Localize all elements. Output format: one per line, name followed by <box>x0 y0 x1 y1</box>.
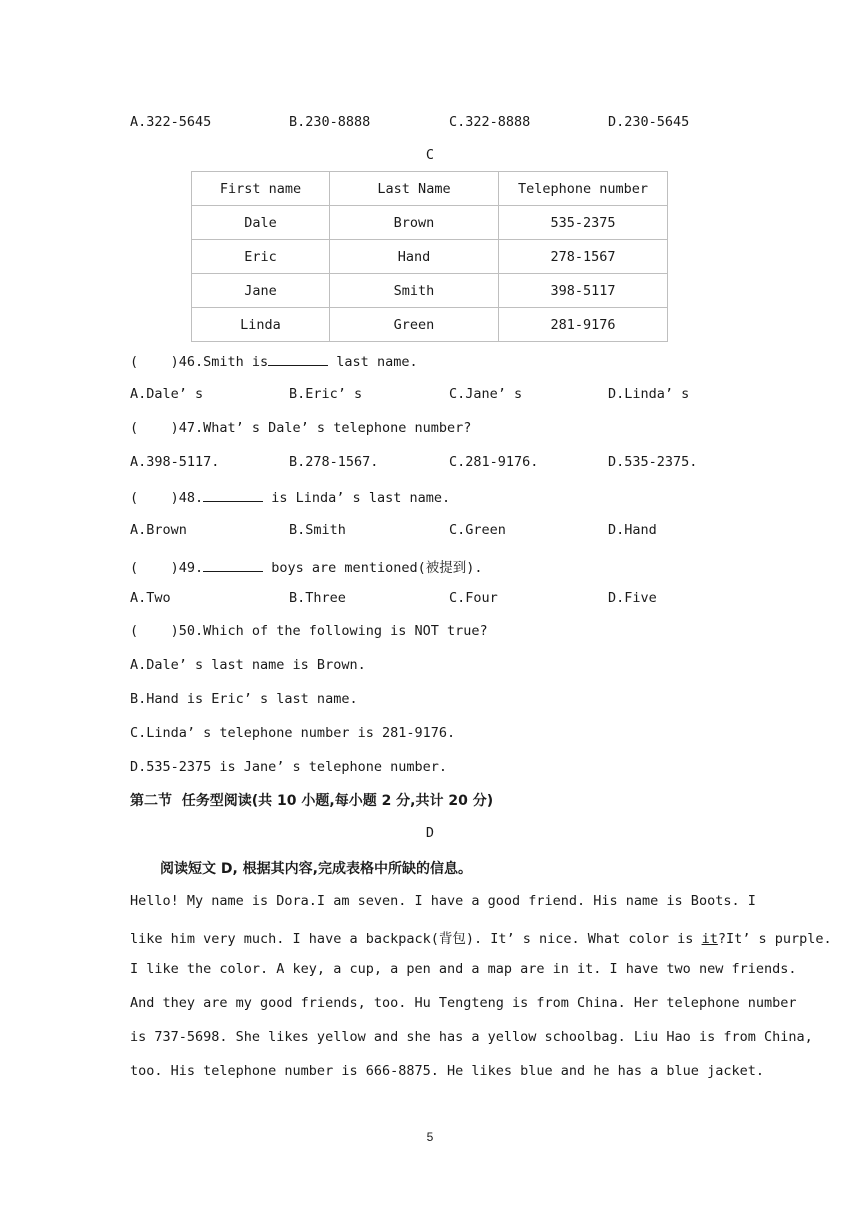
option-a: A.Brown <box>130 522 187 538</box>
passage-d-label: D <box>425 825 435 841</box>
question-text-suffix: is Linda’ s last name. <box>263 490 451 506</box>
q46-options <box>130 386 750 406</box>
table-cell: 398-5117 <box>499 274 668 308</box>
section-heading: 第二节 任务型阅读(共 10 小题,每小题 2 分,共计 20 分) <box>130 793 494 809</box>
question-text: ( )48. <box>130 490 204 506</box>
q49-options <box>130 590 750 610</box>
table-cell: Eric <box>192 240 330 274</box>
instruction: 阅读短文 D, 根据其内容,完成表格中所缺的信息。 <box>160 861 473 877</box>
option-d: D.535-2375 is Jane’ s telephone number. <box>130 759 447 775</box>
passage-line: I like the color. A key, a cup, a pen and a map are in it. I have two new friends. <box>130 961 797 977</box>
table-cell: Green <box>330 308 499 342</box>
table-header-row <box>192 172 668 206</box>
question-48 <box>130 488 450 506</box>
answer-blank <box>268 352 328 366</box>
table-cell: 535-2375 <box>499 206 668 240</box>
table-cell: Brown <box>330 206 499 240</box>
passage-text: like him very much. I have a backpack(背包). It’ s nice. What color is <box>130 931 702 947</box>
table-header: First name <box>192 172 330 206</box>
underlined-word: it <box>701 931 718 947</box>
passage-line <box>130 927 832 947</box>
table-header: Telephone number <box>499 172 668 206</box>
question-47: ( )47.What’ s Dale’ s telephone number? <box>130 420 472 436</box>
option-a: A.Dale’ s last name is Brown. <box>130 657 366 673</box>
question-49 <box>130 556 482 576</box>
option-b: B.Smith <box>289 522 346 538</box>
option-a: A.Dale’ s <box>130 386 204 402</box>
table-cell: Hand <box>330 240 499 274</box>
table-cell: Smith <box>330 274 499 308</box>
table-cell: 278-1567 <box>499 240 668 274</box>
question-text: ( )46.Smith is <box>130 354 269 370</box>
passage-line: Hello! My name is Dora.I am seven. I have a good friend. His name is Boots. I <box>130 893 756 909</box>
option-b: B.230-8888 <box>289 114 371 130</box>
table-cell: Jane <box>192 274 330 308</box>
option-b: B.Hand is Eric’ s last name. <box>130 691 358 707</box>
passage-line: too. His telephone number is 666-8875. He likes blue and he has a blue jacket. <box>130 1063 764 1079</box>
option-d: D.Hand <box>608 522 657 538</box>
table-row <box>192 206 668 240</box>
table-header: Last Name <box>330 172 499 206</box>
passage-text: ?It’ s purple. <box>717 931 832 947</box>
option-c: C.Jane’ s <box>449 386 523 402</box>
option-c: C.Four <box>449 590 498 606</box>
page-number: 5 <box>426 1130 434 1144</box>
passage-line: is 737-5698. She likes yellow and she has a yellow schoolbag. Liu Hao is from China, <box>130 1029 813 1045</box>
option-d: D.535-2375. <box>608 454 698 470</box>
option-b: B.278-1567. <box>289 454 379 470</box>
option-c: C.Linda’ s telephone number is 281-9176. <box>130 725 456 741</box>
option-d: D.Linda’ s <box>608 386 690 402</box>
option-c: C.322-8888 <box>449 114 531 130</box>
option-b: B.Eric’ s <box>289 386 363 402</box>
table-cell: Dale <box>192 206 330 240</box>
q45-options <box>130 114 750 134</box>
option-c: C.Green <box>449 522 506 538</box>
table-row <box>192 274 668 308</box>
option-a: A.398-5117. <box>130 454 220 470</box>
question-text: ( )49. <box>130 560 204 576</box>
option-b: B.Three <box>289 590 346 606</box>
table-row <box>192 240 668 274</box>
option-a: A.Two <box>130 590 171 606</box>
telephone-table <box>191 171 668 342</box>
option-a: A.322-5645 <box>130 114 212 130</box>
table-cell: Linda <box>192 308 330 342</box>
question-text-suffix: last name. <box>328 354 418 370</box>
table-row <box>192 308 668 342</box>
option-d: D.Five <box>608 590 657 606</box>
table-cell: 281-9176 <box>499 308 668 342</box>
passage-c-label: C <box>425 147 435 163</box>
question-50: ( )50.Which of the following is NOT true? <box>130 623 488 639</box>
q47-options <box>130 454 750 474</box>
question-text-suffix: boys are mentioned(被提到). <box>263 560 483 576</box>
answer-blank <box>203 488 263 502</box>
option-d: D.230-5645 <box>608 114 690 130</box>
q48-options <box>130 522 750 542</box>
question-46 <box>130 352 418 370</box>
passage-line: And they are my good friends, too. Hu Tengteng is from China. Her telephone number <box>130 995 797 1011</box>
option-c: C.281-9176. <box>449 454 539 470</box>
answer-blank <box>203 558 263 572</box>
